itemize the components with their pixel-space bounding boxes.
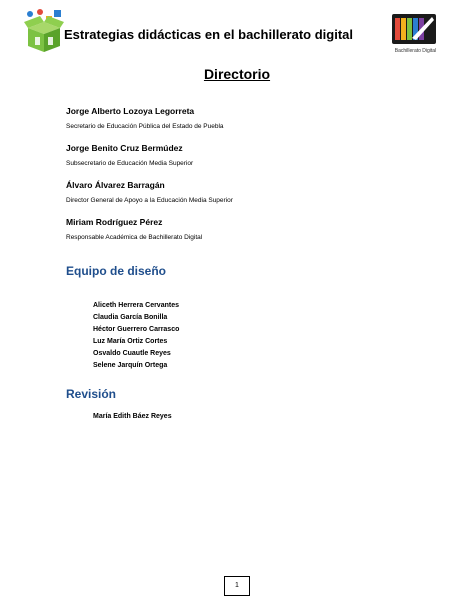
- person-name: Miriam Rodríguez Pérez: [66, 217, 163, 227]
- list-item: Luz María Ortiz Cortes: [93, 338, 168, 345]
- revision-list: [93, 411, 172, 423]
- header-title: Estrategias didácticas en el bachillerato digital: [64, 27, 353, 42]
- list-item: María Edith Báez Reyes: [93, 413, 172, 420]
- person-name: Jorge Alberto Lozoya Legorreta: [66, 106, 195, 116]
- list-item: Selene Jarquín Ortega: [93, 362, 168, 369]
- design-team-list: [93, 300, 179, 372]
- header-logo-right: [388, 12, 443, 57]
- person-role: Director General de Apoyo a la Educación Media Superior: [66, 197, 233, 204]
- logo-screen: [392, 14, 436, 44]
- list-item: Claudia García Bonilla: [93, 314, 168, 321]
- design-team-heading: Equipo de diseño: [66, 264, 167, 278]
- logo-caption: Bachillerato Digital: [394, 48, 437, 54]
- directory-entry: [66, 180, 233, 204]
- person-name: Álvaro Álvarez Barragán: [66, 180, 165, 190]
- list-item: Aliceth Herrera Cervantes: [93, 302, 179, 309]
- page-number: 1: [224, 576, 250, 596]
- revision-heading: Revisión: [66, 387, 117, 401]
- person-role: Secretario de Educación Pública del Estado de Puebla: [66, 123, 224, 130]
- header-logo-left: [24, 8, 64, 54]
- list-item: Héctor Guerrero Carrasco: [93, 326, 180, 333]
- person-role: Subsecretario de Educación Media Superior: [66, 160, 194, 167]
- page-title: Directorio: [203, 66, 271, 82]
- directory-entry: [66, 106, 224, 130]
- list-item: Osvaldo Cuautle Reyes: [93, 350, 171, 357]
- person-name: Jorge Benito Cruz Bermúdez: [66, 143, 183, 153]
- directory-entry: [66, 217, 202, 241]
- directory-entry: [66, 143, 193, 167]
- person-role: Responsable Académica de Bachillerato Digital: [66, 234, 203, 241]
